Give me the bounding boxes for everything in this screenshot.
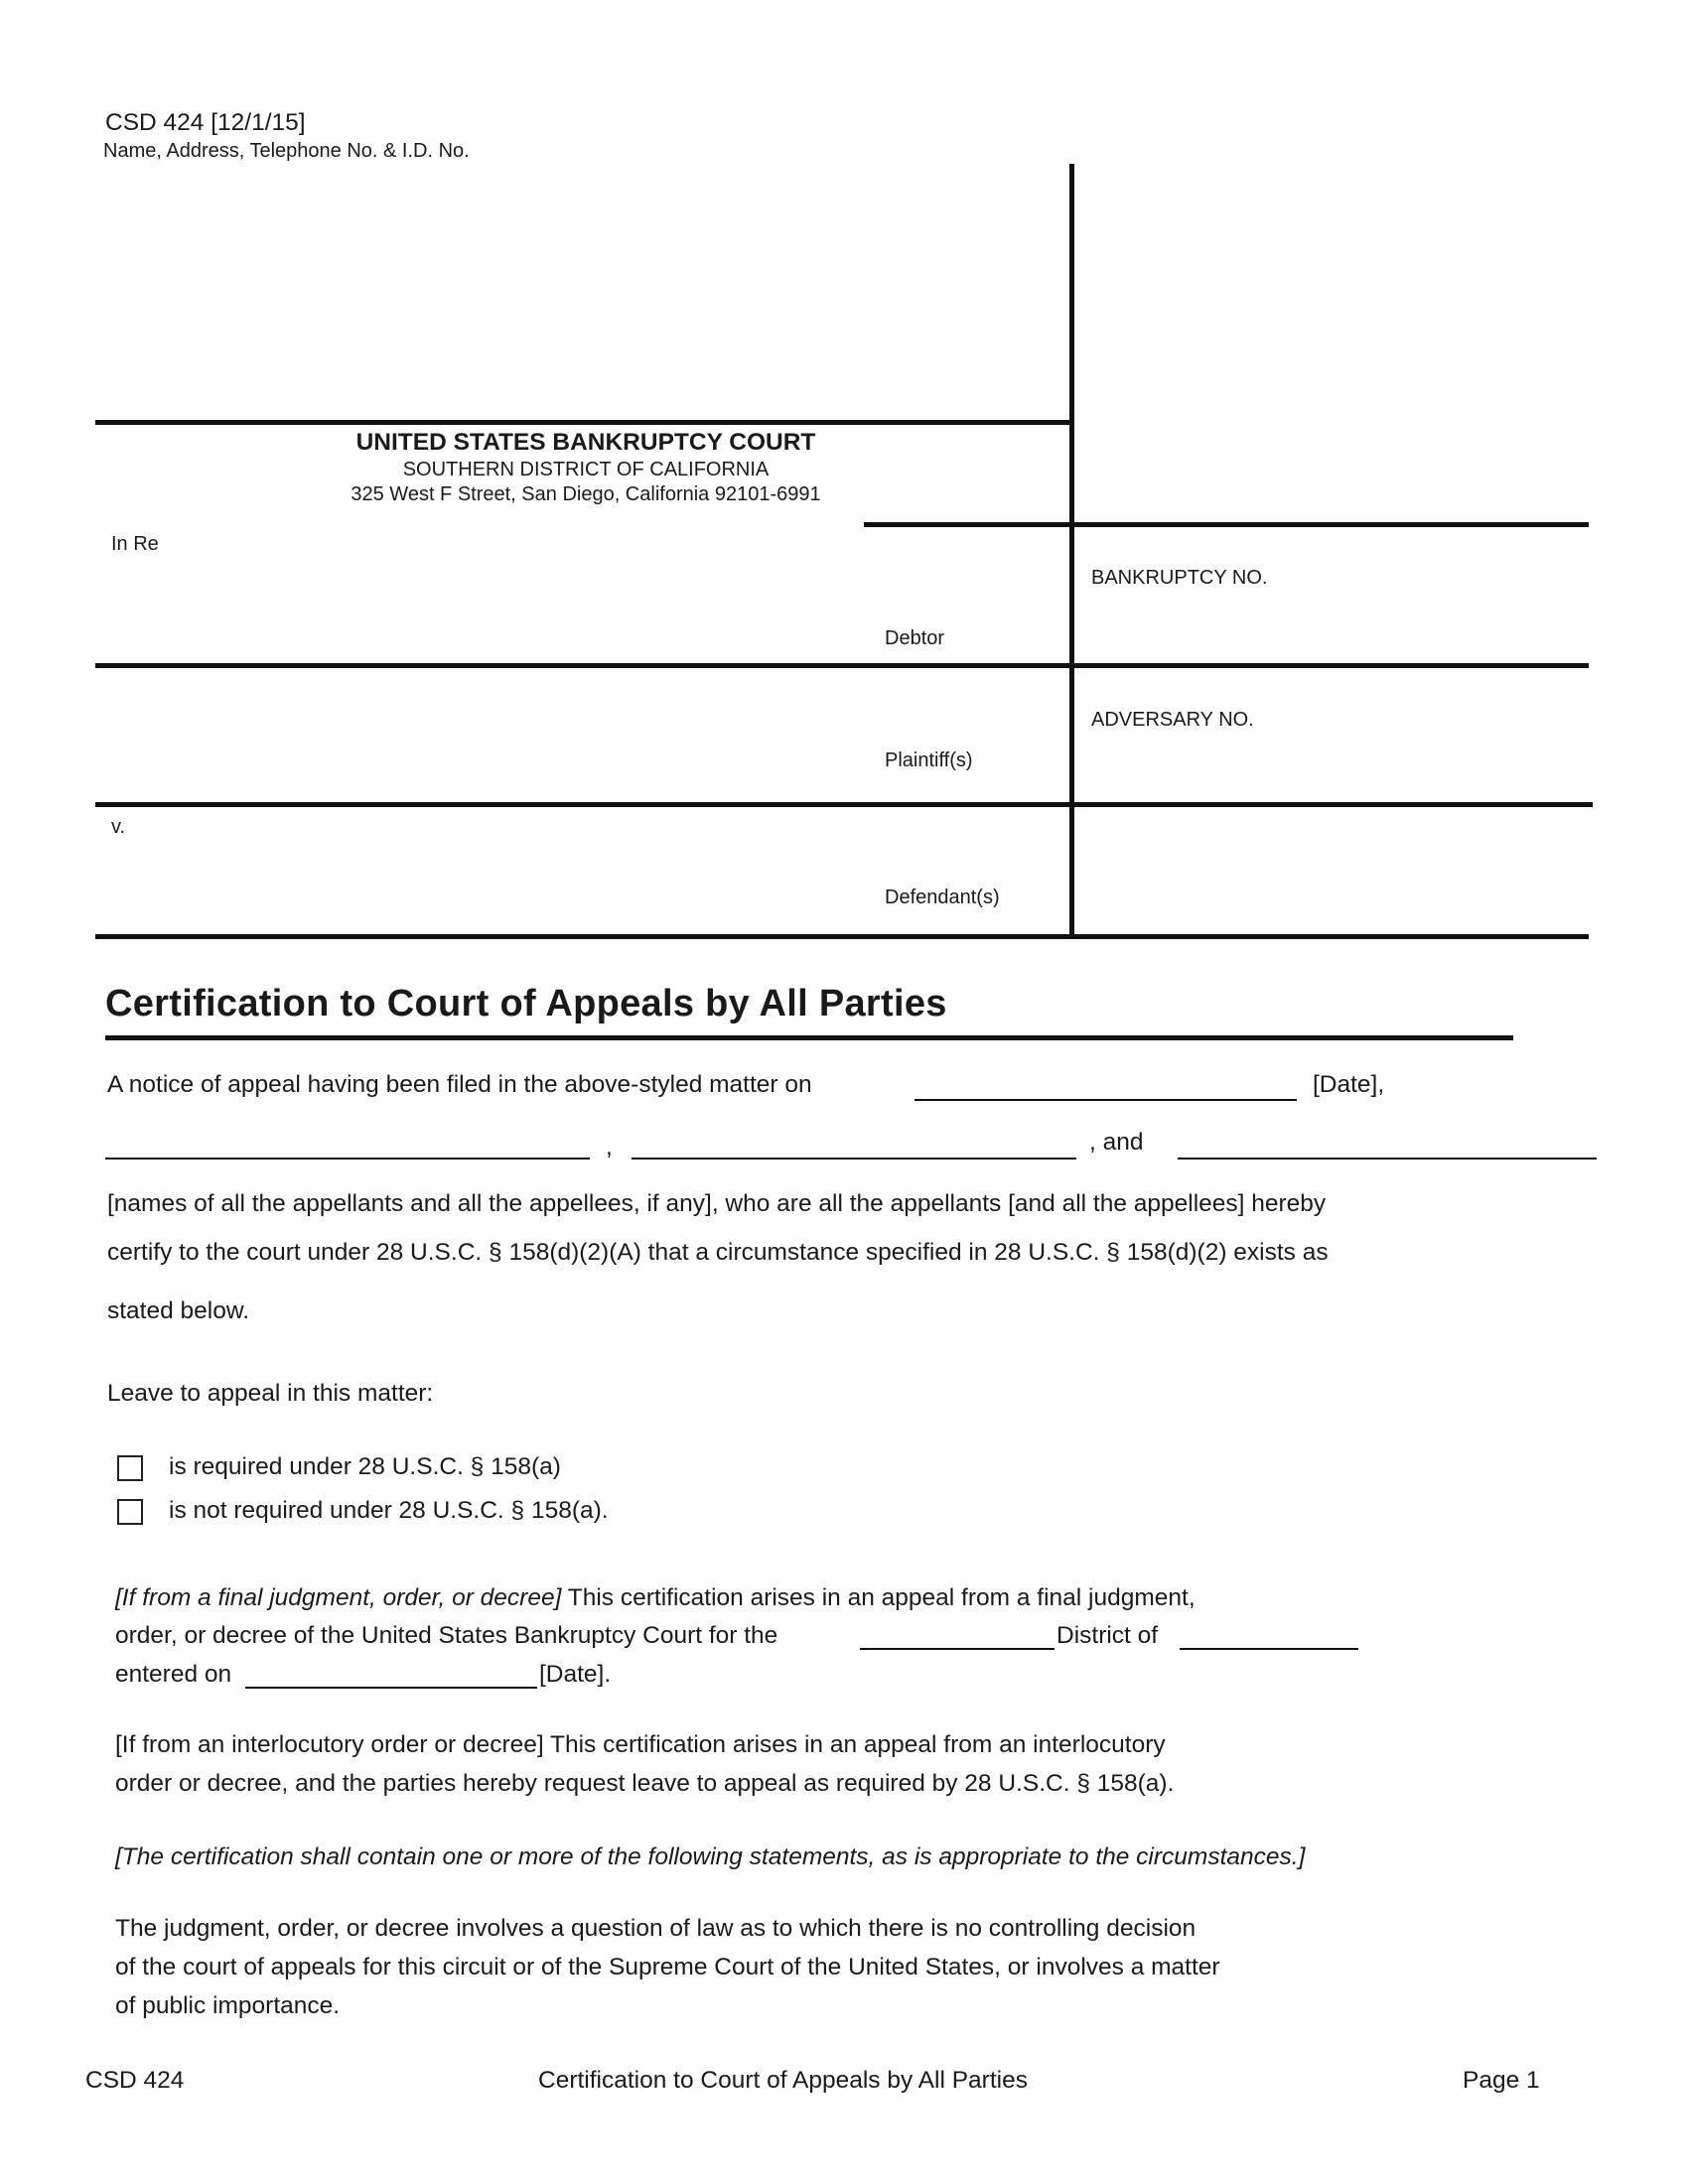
court-name: UNITED STATES BANKRUPTCY COURT [355, 429, 816, 456]
adversary-no-label: ADVERSARY NO. [1091, 709, 1254, 731]
leave-to-appeal-label: Leave to appeal in this matter: [107, 1380, 434, 1407]
court-top-rule [95, 420, 1071, 425]
footer-form-code: CSD 424 [85, 2067, 185, 2094]
adversary-no-field[interactable] [1082, 737, 1584, 796]
entered-on-date-field[interactable] [245, 1687, 537, 1689]
notice-body-line-3: stated below. [107, 1297, 250, 1324]
final-judgment-line-1 [115, 1584, 1196, 1612]
debtor-label: Debtor [885, 627, 945, 649]
plaintiffs-label: Plaintiff(s) [885, 750, 973, 771]
bankruptcy-no-field[interactable] [1082, 596, 1584, 657]
form-code: CSD 424 [12/1/15] [105, 109, 306, 136]
defendant-name-field[interactable] [97, 844, 852, 928]
question-of-law-line-1: The judgment, order, or decree involves a question of law as to which there is no controlling decision [115, 1915, 1196, 1942]
interlocutory-line-1: [If from an interlocutory order or decree] This certification arises in an appeal from an interlocutory [115, 1731, 1166, 1758]
in-re-label: In Re [111, 533, 159, 555]
final-judgment-text-2b: District of [1056, 1622, 1159, 1649]
title-underline [105, 1035, 1513, 1040]
interlocutory-line-2: order or decree, and the parties hereby request leave to appeal as required by 28 U.S.C. § 158(a). [115, 1770, 1175, 1797]
bankruptcy-no-label: BANKRUPTCY NO. [1091, 567, 1268, 589]
notice-body-line-1: [names of all the appellants and all the appellees, if any], who are all the appellants [and all the appellees] hereby [107, 1190, 1327, 1217]
certification-instruction: [The certification shall contain one or more of the following statements, as is appropriate to the circumstances.] [115, 1843, 1306, 1870]
caption-vertical-divider [1069, 164, 1074, 934]
plaintiff-name-field[interactable] [97, 675, 852, 796]
party-name-field-1[interactable] [105, 1158, 590, 1160]
page-title: Certification to Court of Appeals by All Parties [105, 983, 947, 1024]
caption-rule-4 [95, 934, 1589, 939]
final-judgment-text-1: This certification arises in an appeal from a final judgment, [561, 1584, 1196, 1611]
leave-not-required-checkbox[interactable] [117, 1499, 143, 1525]
debtor-name-field[interactable] [97, 561, 852, 655]
court-address: 325 West F Street, San Diego, California 92101-6991 [351, 483, 821, 505]
party-name-field-2[interactable] [632, 1158, 1076, 1160]
footer-page-number: Page 1 [1463, 2067, 1540, 2094]
versus-label: v. [111, 816, 126, 838]
notice-body-line-2: certify to the court under 28 U.S.C. § 158(d)(2)(A) that a circumstance specified in 28 U.S.C. § 158(d)(2) exists as [107, 1239, 1329, 1266]
party-separator-and: , and [1089, 1129, 1144, 1156]
attorney-info-field[interactable] [97, 167, 1060, 417]
notice-date-field[interactable] [914, 1099, 1297, 1101]
defendants-label: Defendant(s) [885, 887, 1000, 908]
notice-lead-text: A notice of appeal having been filed in the above-styled matter on [107, 1071, 812, 1098]
final-judgment-text-3b: [Date]. [539, 1661, 612, 1688]
caption-rule-3 [95, 802, 1593, 807]
party-name-field-3[interactable] [1178, 1158, 1597, 1160]
court-district: SOUTHERN DISTRICT OF CALIFORNIA [402, 459, 770, 480]
final-judgment-text-3a: entered on [115, 1661, 232, 1688]
question-of-law-line-3: of public importance. [115, 1992, 341, 2019]
caption-rule-2 [95, 663, 1589, 668]
notice-date-suffix: [Date], [1313, 1071, 1385, 1098]
caption-rule-1 [864, 522, 1589, 527]
attorney-info-label: Name, Address, Telephone No. & I.D. No. [103, 140, 470, 162]
footer-title: Certification to Court of Appeals by All Parties [538, 2067, 1028, 2094]
party-separator-comma: , [606, 1134, 613, 1160]
leave-required-label: is required under 28 U.S.C. § 158(a) [169, 1453, 561, 1480]
bankruptcy-court-district-field[interactable] [860, 1648, 1055, 1650]
final-judgment-text-2a: order, or decree of the United States Bankruptcy Court for the [115, 1622, 778, 1649]
final-judgment-bracket: [If from a final judgment, order, or decree] [115, 1584, 562, 1611]
leave-not-required-label: is not required under 28 U.S.C. § 158(a). [169, 1497, 609, 1524]
leave-required-checkbox[interactable] [117, 1455, 143, 1481]
question-of-law-line-2: of the court of appeals for this circuit or of the Supreme Court of the United States, or involves a matter [115, 1954, 1220, 1980]
district-of-field[interactable] [1180, 1648, 1358, 1650]
